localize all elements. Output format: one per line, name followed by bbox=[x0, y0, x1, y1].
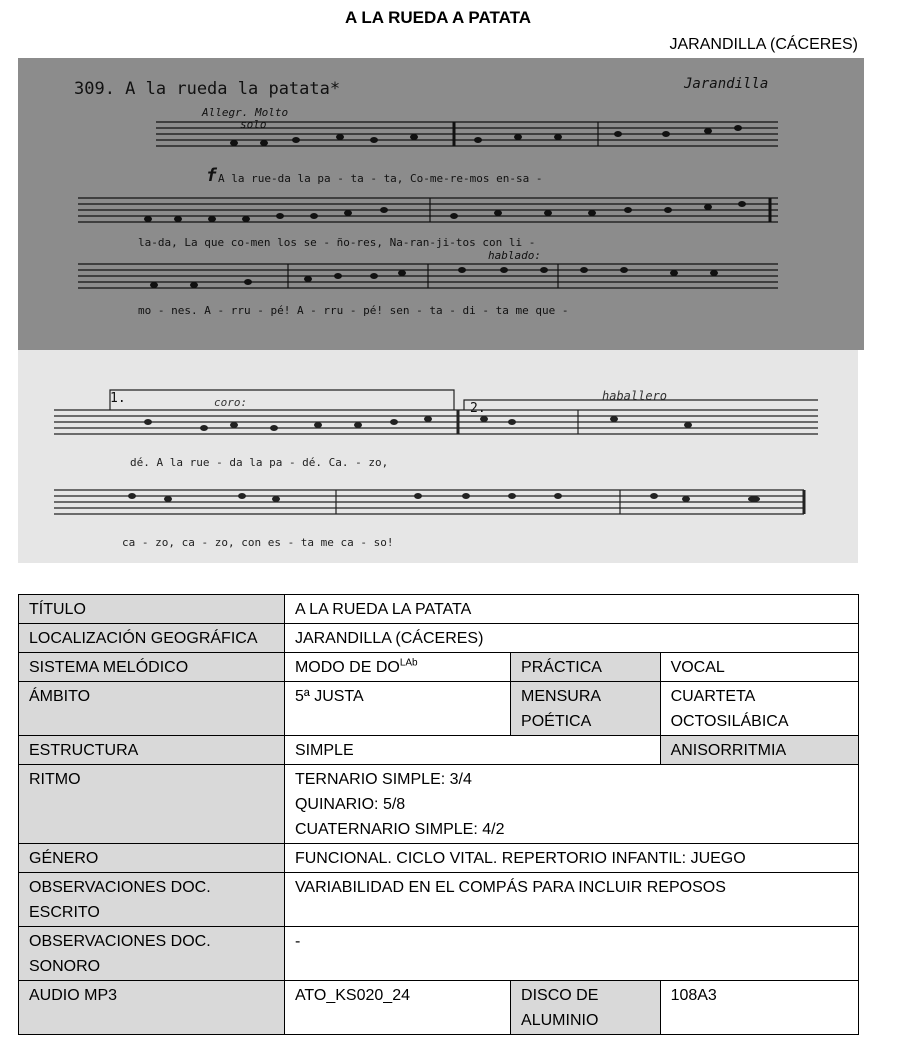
estructura-value: SIMPLE bbox=[284, 736, 660, 765]
score-hablado: hablado: bbox=[488, 249, 541, 262]
ritmo-line-1: TERNARIO SIMPLE: 3/4 bbox=[294, 771, 472, 788]
document-place: JARANDILLA (CÁCERES) bbox=[669, 36, 858, 53]
obs-escrito-label-line-2: ESCRITO bbox=[29, 904, 100, 921]
genero-label: GÉNERO bbox=[19, 844, 285, 873]
obs-sonoro-value: - bbox=[284, 927, 858, 981]
mensura-label bbox=[511, 682, 661, 736]
obs-escrito-label bbox=[19, 873, 285, 927]
staff-3 bbox=[78, 264, 778, 288]
ritmo-line-3: CUATERNARIO SIMPLE: 4/2 bbox=[294, 821, 505, 838]
row-sistema bbox=[19, 653, 859, 682]
titulo-value: A LA RUEDA LA PATATA bbox=[284, 595, 858, 624]
practica-label: PRÁCTICA bbox=[511, 653, 661, 682]
obs-sonoro-label bbox=[19, 927, 285, 981]
score-coro: coro: bbox=[214, 396, 248, 409]
disco-label bbox=[511, 981, 661, 1035]
lyrics-line-4: dé. A la rue - da la pa - dé. Ca. - zo, bbox=[130, 456, 389, 469]
ambito-label: ÁMBITO bbox=[19, 682, 285, 736]
disco-value: 108A3 bbox=[660, 981, 858, 1035]
staff-5 bbox=[54, 490, 804, 514]
mensura-value-line-2: OCTOSILÁBICA bbox=[670, 713, 789, 730]
mensura-label-line-1: MENSURA bbox=[521, 688, 602, 705]
staff-4 bbox=[54, 410, 818, 434]
mensura-label-line-2: POÉTICA bbox=[521, 713, 592, 730]
ritmo-value bbox=[284, 765, 858, 844]
sistema-sup: LAb bbox=[399, 657, 418, 669]
localizacion-label: LOCALIZACIÓN GEOGRÁFICA bbox=[19, 624, 285, 653]
row-obs-sonoro bbox=[19, 927, 859, 981]
score-place: Jarandilla bbox=[684, 76, 769, 92]
row-titulo bbox=[19, 595, 859, 624]
ritmo-line-2: QUINARIO: 5/8 bbox=[294, 796, 406, 813]
staff-2 bbox=[78, 198, 778, 222]
staff-5-notes bbox=[128, 493, 760, 502]
score-volta-2: 2. bbox=[470, 401, 486, 416]
obs-escrito-label-line-1: OBSERVACIONES DOC. bbox=[29, 879, 211, 896]
estructura-label: ESTRUCTURA bbox=[19, 736, 285, 765]
ritmo-label: RITMO bbox=[19, 765, 285, 844]
obs-sonoro-label-line-2: SONORO bbox=[29, 958, 101, 975]
row-obs-escrito bbox=[19, 873, 859, 927]
titulo-label: TÍTULO bbox=[19, 595, 285, 624]
sistema-label: SISTEMA MELÓDICO bbox=[19, 653, 285, 682]
lyrics-line-2: la-da, La que co-men los se - ño-res, Na-ran-ji-tos con li - bbox=[138, 236, 536, 249]
disco-label-line-2: ALUMINIO bbox=[521, 1012, 599, 1029]
audio-label: AUDIO MP3 bbox=[19, 981, 285, 1035]
score-caballero: haballero bbox=[602, 389, 668, 403]
score-volta-1: 1. bbox=[110, 391, 126, 406]
lyrics-line-1: A la rue-da la pa - ta - ta, Co-me-re-mos en-sa - bbox=[218, 172, 543, 185]
staff-4-notes bbox=[144, 416, 692, 431]
score-scan-upper bbox=[18, 58, 864, 350]
score-tempo: Allegr. Molto bbox=[202, 106, 289, 119]
score-solo: solo bbox=[240, 118, 267, 131]
ambito-value: 5ª JUSTA bbox=[284, 682, 510, 736]
mensura-value bbox=[660, 682, 858, 736]
score-scan-lower bbox=[18, 350, 858, 563]
score-number-title: 309. A la rueda la patata* bbox=[74, 79, 341, 99]
row-localizacion bbox=[19, 624, 859, 653]
row-ritmo bbox=[19, 765, 859, 844]
mensura-value-line-1: CUARTETA bbox=[670, 688, 756, 705]
practica-value: VOCAL bbox=[660, 653, 858, 682]
row-estructura bbox=[19, 736, 859, 765]
row-audio bbox=[19, 981, 859, 1035]
audio-value: ATO_KS020_24 bbox=[284, 981, 510, 1035]
sistema-value: MODO DE DO bbox=[294, 659, 400, 676]
document-title: A LA RUEDA A PATATA bbox=[344, 8, 532, 27]
obs-sonoro-label-line-1: OBSERVACIONES DOC. bbox=[29, 933, 211, 950]
row-ambito bbox=[19, 682, 859, 736]
lyrics-line-3: mo - nes. A - rru - pé! A - rru - pé! sen - ta - di - ta me que - bbox=[138, 304, 569, 317]
genero-value: FUNCIONAL. CICLO VITAL. REPERTORIO INFANTIL: JUEGO bbox=[284, 844, 858, 873]
obs-escrito-value: VARIABILIDAD EN EL COMPÁS PARA INCLUIR REPOSOS bbox=[284, 873, 858, 927]
lyrics-line-5: ca - zo, ca - zo, con es - ta me ca - so! bbox=[122, 536, 394, 549]
disco-label-line-1: DISCO DE bbox=[521, 987, 599, 1004]
row-genero bbox=[19, 844, 859, 873]
metadata-table bbox=[18, 594, 859, 1035]
sistema-cell bbox=[284, 653, 510, 682]
anisorritmia-label: ANISORRITMIA bbox=[660, 736, 858, 765]
localizacion-value: JARANDILLA (CÁCERES) bbox=[284, 624, 858, 653]
score-dynamic: f bbox=[206, 165, 217, 186]
